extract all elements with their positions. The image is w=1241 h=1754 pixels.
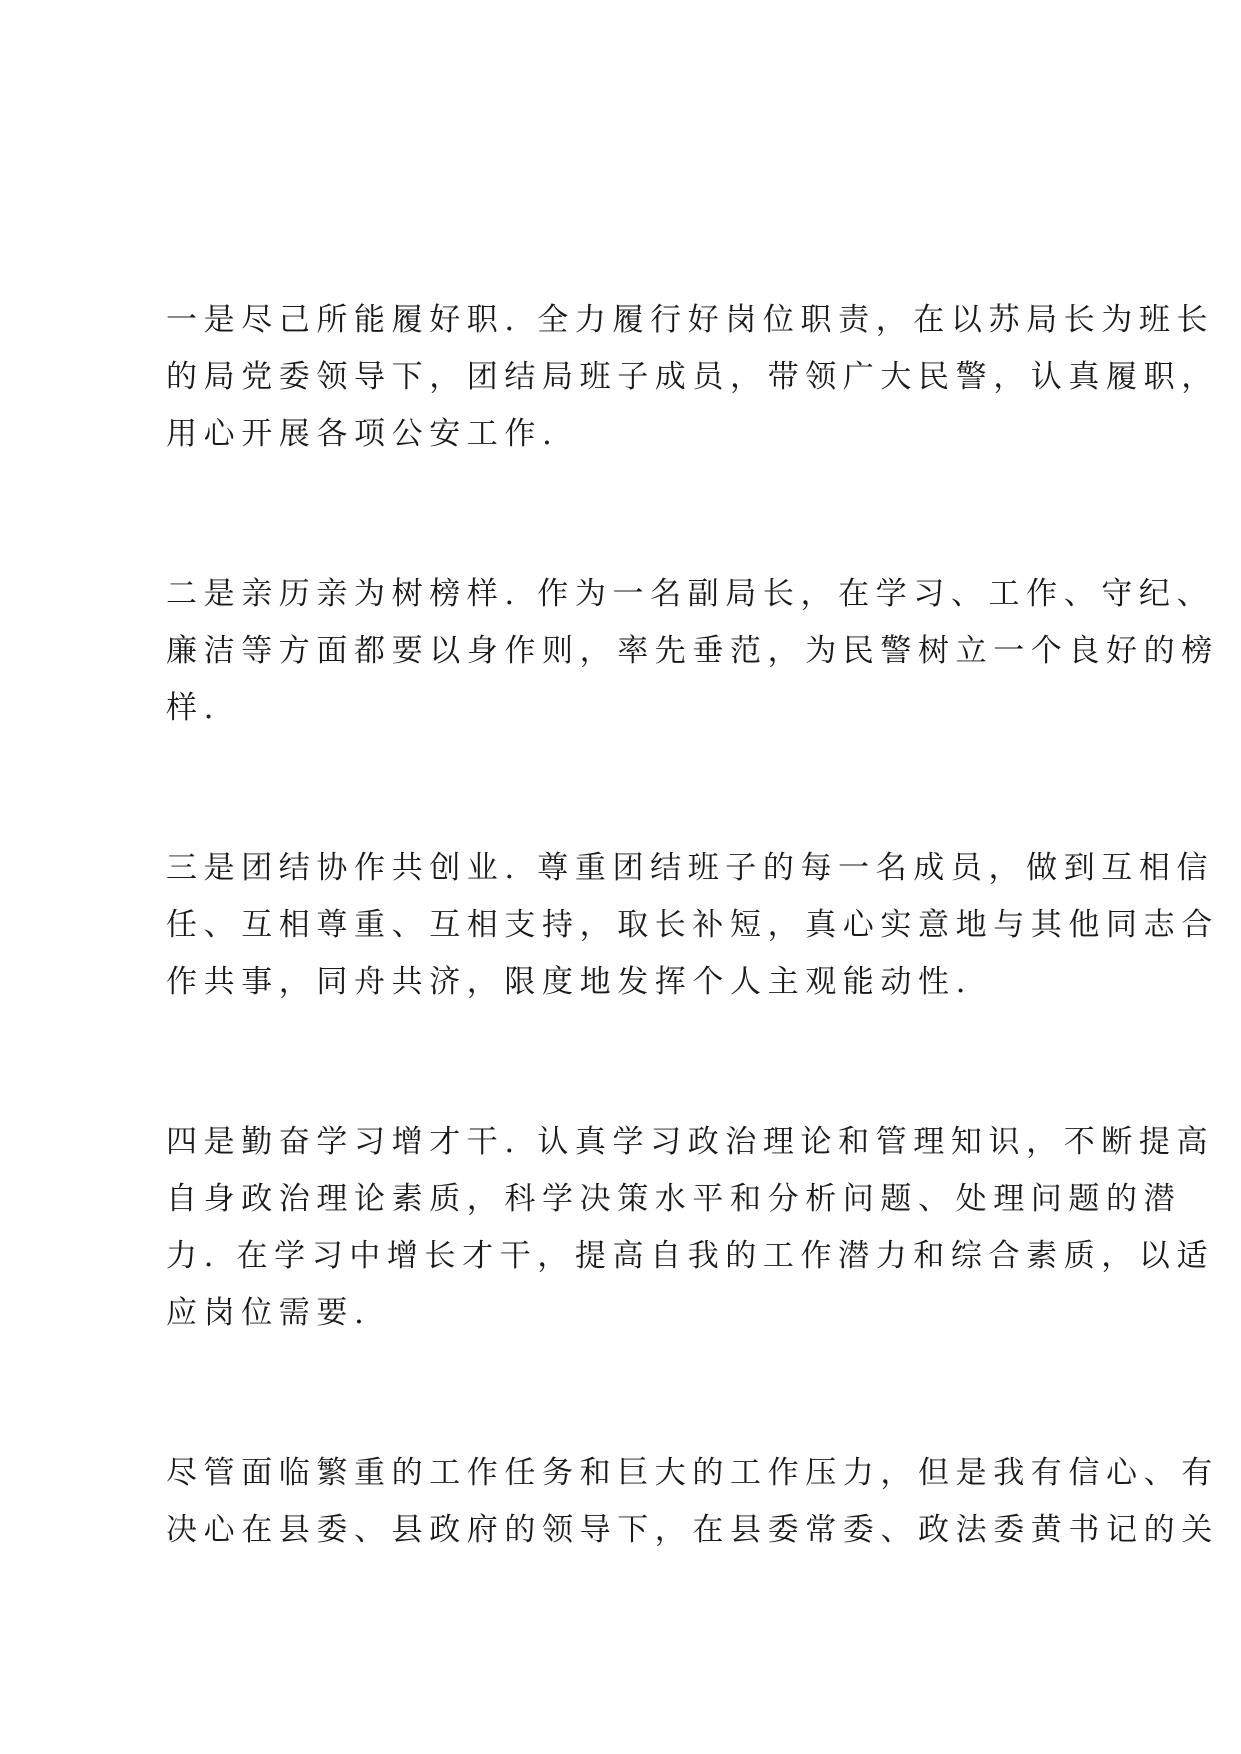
text-line: 廉洁等方面都要以身作则，率先垂范，为民警树立一个良好的榜 [166,633,1219,669]
text-line: 决心在县委、县政府的领导下，在县委常委、政法委黄书记的关 [166,1512,1219,1548]
text-line: 一是尽己所能履好职. 全力履行好岗位职责，在以苏局长为班长 [166,302,1215,338]
paragraph-1 [166,292,1219,463]
text-line: 三是团结协作共创业. 尊重团结班子的每一名成员，做到互相信 [166,850,1215,886]
text-line: 样. [166,690,221,726]
paragraph-3 [166,840,1219,1011]
paragraph-spacer [166,1342,1096,1445]
text-line: 用心开展各项公安工作. [166,416,559,452]
paragraph-2 [166,566,1219,737]
text-line: 应岗位需要. [166,1295,371,1331]
paragraph-4 [166,1114,1215,1342]
paragraph-spacer [166,1011,1096,1114]
text-line: 任、互相尊重、互相支持，取长补短，真心实意地与其他同志合 [166,907,1219,943]
document-body [166,292,1219,1559]
paragraph-spacer [166,737,1096,840]
text-line: 力. 在学习中增长才干，提高自我的工作潜力和综合素质，以适 [166,1238,1215,1274]
paragraph-spacer [166,463,1096,566]
paragraph-5 [166,1445,1219,1559]
text-line: 四是勤奋学习增才干. 认真学习政治理论和管理知识，不断提高 [166,1124,1215,1160]
text-line: 的局党委领导下，团结局班子成员，带领广大民警，认真履职， [166,359,1219,395]
text-line: 作共事，同舟共济，限度地发挥个人主观能动性. [166,964,973,1000]
text-line: 二是亲历亲为树榜样. 作为一名副局长，在学习、工作、守纪、 [166,576,1215,612]
text-line: 自身政治理论素质，科学决策水平和分析问题、处理问题的潜 [166,1181,1182,1217]
text-line: 尽管面临繁重的工作任务和巨大的工作压力，但是我有信心、有 [166,1455,1219,1491]
